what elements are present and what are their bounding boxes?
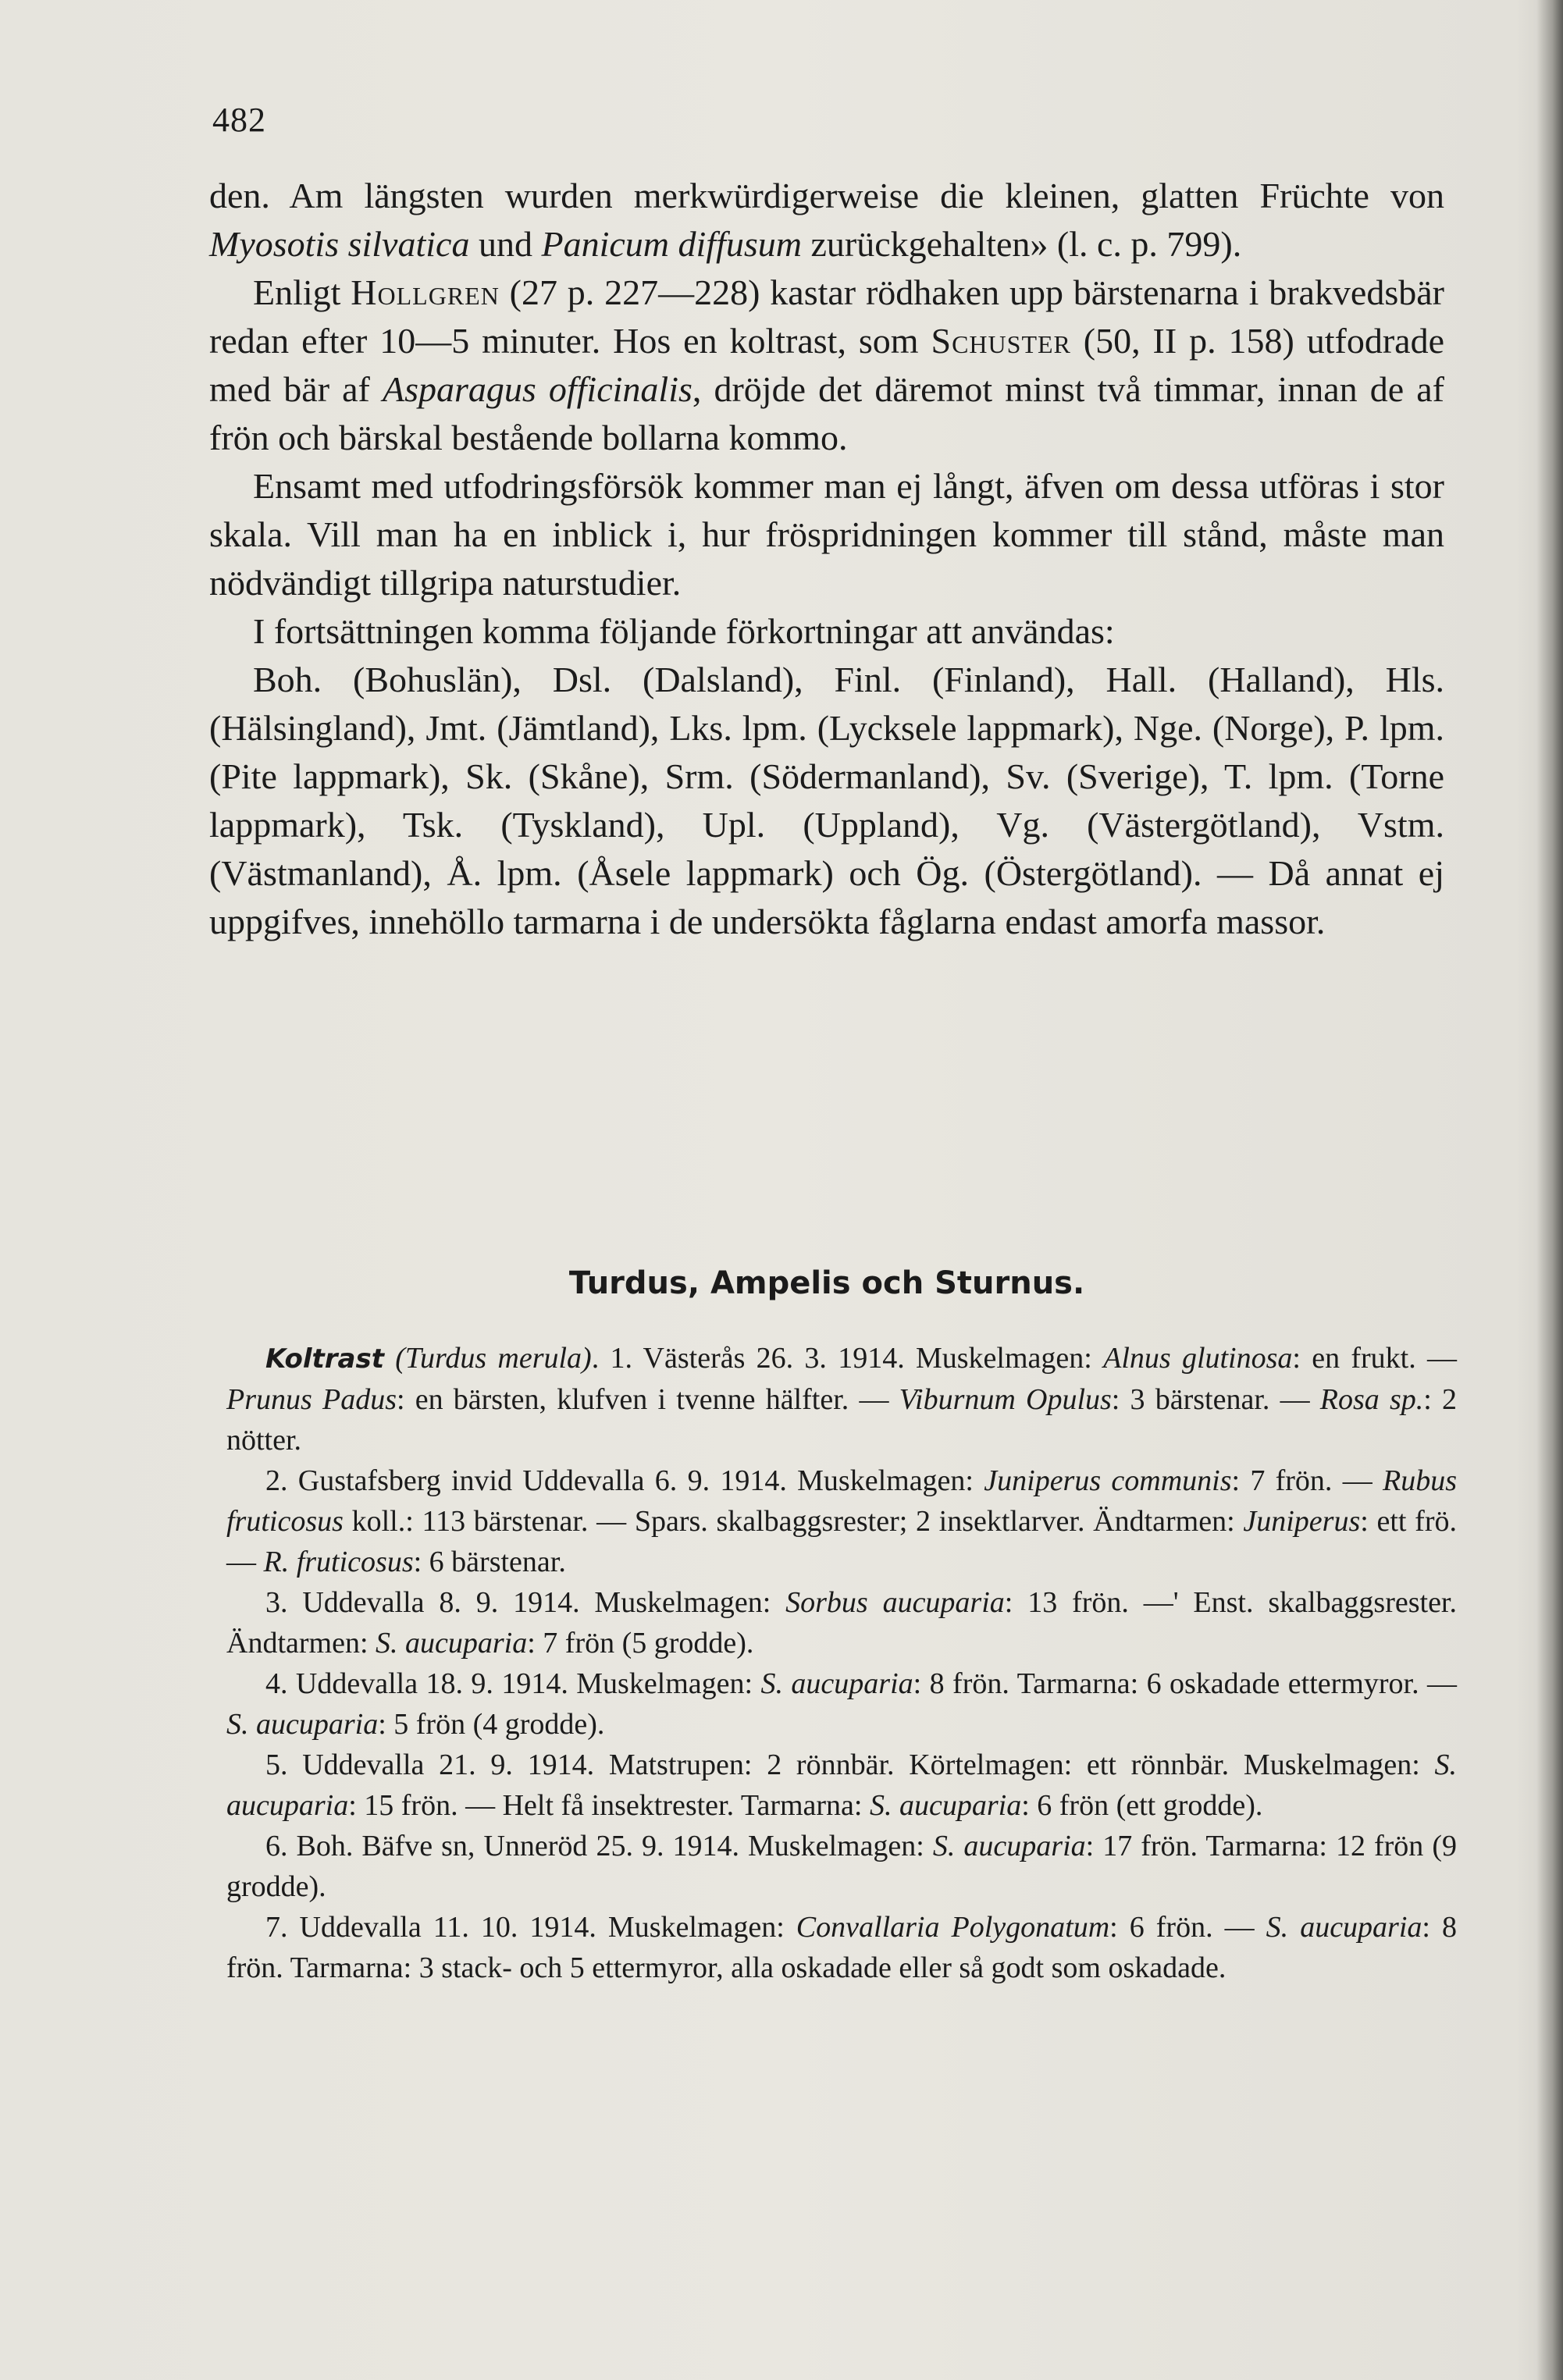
section-heading: Turdus, Ampelis och Sturnus. [568, 1265, 1085, 1301]
record-1-text: (Turdus merula). 1. Västerås 26. 3. 1914. Muskelmagen: Alnus glutinosa: en frukt. — Prunus Padus: en bärsten, klufven i tvenne hälfter. — Viburnum Opulus: 3 bärstenar. — Rosa sp.: 2 nötter. [226, 1342, 1458, 1457]
paragraph-3: Ensamt med utfodringsförsök kommer man ej långt, äfven om dessa utföras i stor skala. Vill man ha en inblick i, hur fröspridningen kommer till stånd, måste man nödvändigt tillgripa naturstudier. [209, 466, 1444, 603]
record-6: 6. Boh. Bäfve sn, Unneröd 25. 9. 1914. Muskelmagen: S. aucuparia: 17 frön. Tarmarna: 12 frön (9 grodde). [226, 1830, 1457, 1903]
species-label: Koltrast [265, 1343, 384, 1375]
paragraph-2: Enligt Hollgren (27 p. 227—228) kastar rödhaken upp bärstenarna i brakvedsbär redan efter 10—5 minuter. Hos en koltrast, som Schuster (50, II p. 158) utfodrade med bär af Asparagus officinalis, dröjde det däremot minst två timmar, innan de af frön och bärskal bestående bollarna kommo. [209, 272, 1445, 457]
page-edge-shadow [1536, 0, 1563, 2380]
paragraph-4: I fortsättningen komma följande förkortningar att användas: [253, 611, 1115, 651]
record-1 [226, 1338, 1457, 1460]
record-4: 4. Uddevalla 18. 9. 1914. Muskelmagen: S. aucuparia: 8 frön. Tarmarna: 6 oskadade ettermyror. — S. aucuparia: 5 frön (4 grodde). [226, 1667, 1457, 1741]
page-number: 482 [212, 101, 266, 139]
record-7: 7. Uddevalla 11. 10. 1914. Muskelmagen: Convallaria Polygonatum: 6 frön. — S. aucuparia: 8 frön. Tarmarna: 3 stack- och 5 ettermyror, alla oskadade eller så godt som oskadade. [226, 1911, 1457, 1984]
record-5: 5. Uddevalla 21. 9. 1914. Matstrupen: 2 rönnbär. Körtelmagen: ett rönnbär. Muskelmagen: S. aucuparia: 15 frön. — Helt få insektrester. Tarmarna: S. aucuparia: 6 frön (ett grodde). [226, 1749, 1457, 1822]
observation-records [226, 1338, 1457, 1988]
record-3: 3. Uddevalla 8. 9. 1914. Muskelmagen: Sorbus aucuparia: 13 frön. —' Enst. skalbaggsrester. Ändtarmen: S. aucuparia: 7 frön (5 grodde). [226, 1586, 1457, 1660]
abbreviation-list: Boh. (Bohuslän), Dsl. (Dalsland), Finl. (Finland), Hall. (Halland), Hls. (Hälsingland), Jmt. (Jämtland), Lks. lpm. (Lycksele lappmark), Nge. (Norge), P. lpm. (Pite lappmark), Sk. (Skåne), Srm. (Södermanland), Sv. (Sverige), T. lpm. (Torne lappmark), Tsk. (Tyskland), Upl. (Uppland), Vg. (Västergötland), Vstm. (Västmanland), Å. lpm. (Åsele lappmark) och Ög. (Östergötland). — Då annat ej uppgifves, innehöllo tarmarna i de undersökta fåglarna endast amorfa massor. [209, 660, 1444, 941]
body-text [209, 172, 1444, 946]
record-2: 2. Gustafsberg invid Uddevalla 6. 9. 1914. Muskelmagen: Juniperus communis: 7 frön. — Rubus fruticosus koll.: 113 bärstenar. — Spars. skalbaggsrester; 2 insektlarver. Ändtarmen: Juniperus: ett frö. — R. fruticosus: 6 bärstenar. [226, 1464, 1457, 1578]
paragraph-1: den. Am längsten wurden merkwürdigerweise die kleinen, glatten Früchte von Myosotis silvatica und Panicum diffusum zurückgehalten» (l. c. p. 799). [209, 176, 1444, 264]
